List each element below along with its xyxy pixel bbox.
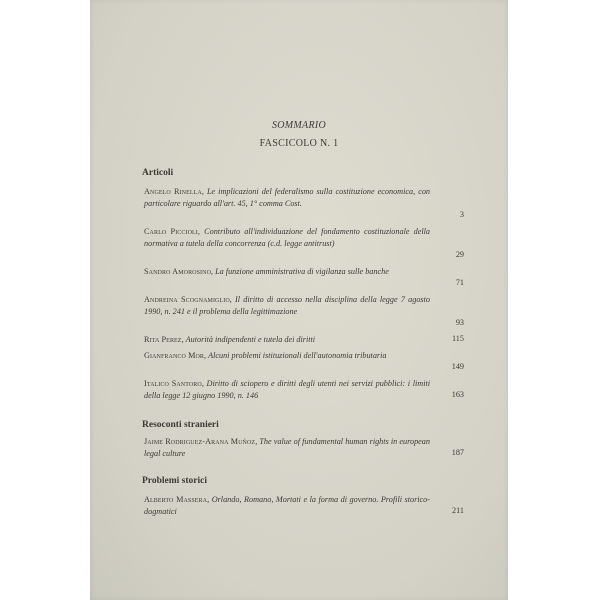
toc-entry: Sandro Amorosino, La funzione amministrativa di vigilanza sulle banche (144, 267, 389, 276)
entry-author: Italico Santoro (144, 379, 202, 388)
entry-author: Carlo Piccioli (144, 227, 198, 236)
entry-title: Diritto di sciopero e diritti degli utenti nei servizi pubblici: i limiti della legge 12 giugno 1990, n. 146 (144, 379, 431, 400)
entry-author: Gianfranco Mor (144, 351, 204, 360)
entry-title: Orlando, Romano, Mortati e la forma di governo. Profili storico-dogmatici (144, 495, 431, 516)
entry-page-number: 187 (451, 448, 464, 457)
issue-subtitle: FASCICOLO N. 1 (259, 138, 339, 149)
entry-author: Angelo Rinella (144, 187, 202, 196)
entry-title: Alcuni problemi istituzionali dell'autonomia tributaria (208, 351, 387, 360)
section-title-articoli: Articoli (142, 168, 174, 178)
entry-title: Le implicazioni del federalismo sulla costituzione economica, con particolare riguardo all'art. 45, 1° comma Cost. (144, 187, 431, 208)
toc-entry: Andreina Scognamiglio, Il diritto di accesso nella disciplina della legge 7 agosto 1990, n. 241 e il problema della legittimazione (144, 295, 430, 316)
entry-page-number: 29 (455, 250, 464, 259)
entry-page-number: 115 (452, 334, 464, 343)
toc-entry: Rita Perez, Autorità indipendenti e tutela dei diritti (144, 335, 316, 344)
toc-entry: Italico Santoro, Diritto di sciopero e diritti degli utenti nei servizi pubblici: i limiti della legge 12 giugno 1990, n. 146 (144, 379, 431, 400)
toc-entry: Carlo Piccioli, Contributo all'individuazione del fondamento costituzionale della normativa a tutela della concorrenza (c.d. legge antitrust) (144, 227, 431, 248)
entry-author: Rita Perez (144, 335, 182, 344)
entry-page-number: 3 (459, 210, 464, 219)
section-title-resoconti: Resoconti stranieri (142, 420, 219, 430)
entry-title: Il diritto di accesso nella disciplina della legge 7 agosto 1990, n. 241 e il problema della legittimazione (144, 295, 430, 316)
entry-author: Sandro Amorosino (144, 267, 211, 276)
entry-author: Alberto Massera (144, 495, 208, 504)
entry-title: Autorità indipendenti e tutela dei diritti (185, 335, 316, 344)
toc-entry: Gianfranco Mor, Alcuni problemi istituzionali dell'autonomia tributaria (144, 351, 387, 360)
entry-title: La funzione amministrativa di vigilanza sulle banche (215, 267, 389, 276)
entry-page-number: 163 (451, 390, 464, 399)
entry-page-number: 71 (455, 278, 464, 287)
toc-entry: Jaime Rodriguez-Arana Muñoz, The value of fundamental human rights in european legal culture (144, 437, 430, 458)
toc-entry: Alberto Massera, Orlando, Romano, Mortati e la forma di governo. Profili storico-dogmatici (144, 495, 431, 516)
page-title: SOMMARIO (271, 120, 327, 131)
entry-page-number: 211 (452, 506, 464, 515)
entry-author: Andreina Scognamiglio (144, 295, 230, 304)
section-title-problemi: Problemi storici (142, 476, 207, 486)
entry-author: Jaime Rodriguez-Arana Muñoz (144, 437, 256, 446)
entry-title: Contributo all'individuazione del fondamento costituzionale della normativa a tutela della concorrenza (c.d. legge antitrust) (144, 227, 431, 248)
book-page (90, 0, 508, 600)
entry-page-number: 93 (455, 318, 464, 327)
entry-page-number: 149 (451, 362, 464, 371)
toc-entry: Angelo Rinella, Le implicazioni del federalismo sulla costituzione economica, con particolare riguardo all'art. 45, 1° comma Cost. (144, 187, 431, 208)
entry-title: The value of fundamental human rights in european legal culture (144, 437, 430, 458)
